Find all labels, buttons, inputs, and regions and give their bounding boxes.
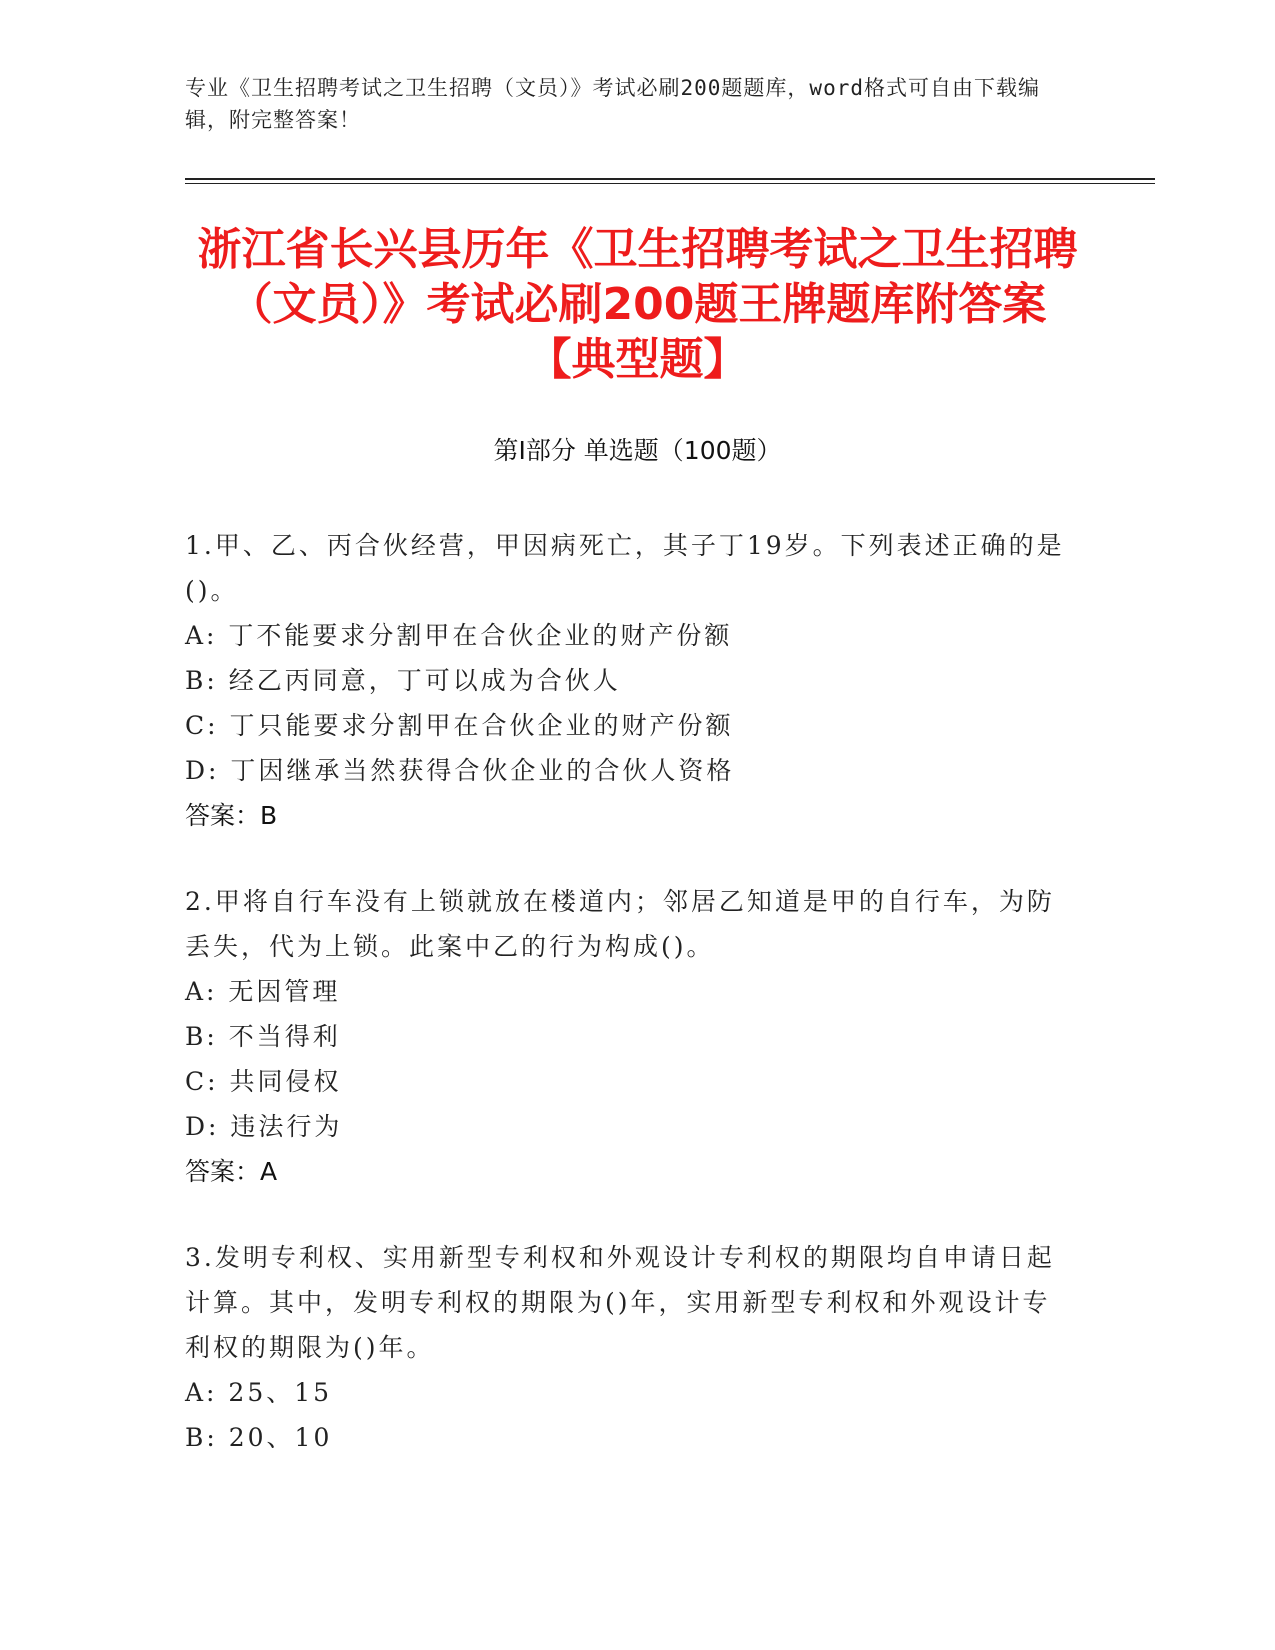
header-divider-thin bbox=[185, 183, 1155, 184]
question-list bbox=[185, 523, 1065, 1501]
answer: 答案：B bbox=[185, 801, 278, 830]
option-c: C: 共同侵权 bbox=[185, 1067, 342, 1096]
question-1 bbox=[185, 523, 1065, 838]
option-a: A: 无因管理 bbox=[185, 977, 341, 1006]
section-heading: 第Ⅰ部分 单选题（100题） bbox=[493, 436, 782, 465]
option-c: C: 丁只能要求分割甲在合伙企业的财产份额 bbox=[185, 711, 734, 740]
question-2 bbox=[185, 879, 1065, 1194]
option-d: D: 违法行为 bbox=[185, 1112, 343, 1141]
header-divider-thick bbox=[185, 178, 1155, 180]
document-title: 浙江省长兴县历年《卫生招聘考试之卫生招聘（文员）》考试必刷200题王牌题库附答案【典型题】 bbox=[197, 224, 1078, 385]
option-a: A: 25、15 bbox=[185, 1378, 333, 1407]
answer: 答案：A bbox=[185, 1157, 278, 1186]
question-3 bbox=[185, 1235, 1065, 1460]
question-stem: 1.甲、乙、丙合伙经营，甲因病死亡，其子丁19岁。下列表述正确的是()。 bbox=[185, 531, 1065, 605]
option-a: A: 丁不能要求分割甲在合伙企业的财产份额 bbox=[185, 621, 733, 650]
option-b: B: 不当得利 bbox=[185, 1022, 341, 1051]
header-note: 专业《卫生招聘考试之卫生招聘（文员）》考试必刷200题题库，word格式可自由下载编辑，附完整答案！ bbox=[185, 76, 1040, 132]
option-b: B: 20、10 bbox=[185, 1423, 333, 1452]
question-stem: 2.甲将自行车没有上锁就放在楼道内；邻居乙知道是甲的自行车，为防丢失，代为上锁。此案中乙的行为构成()。 bbox=[185, 887, 1055, 961]
question-stem: 3.发明专利权、实用新型专利权和外观设计专利权的期限均自申请日起计算。其中，发明专利权的期限为()年，实用新型专利权和外观设计专利权的期限为()年。 bbox=[185, 1243, 1055, 1362]
option-d: D: 丁因继承当然获得合伙企业的合伙人资格 bbox=[185, 756, 735, 785]
option-b: B: 经乙丙同意，丁可以成为合伙人 bbox=[185, 666, 621, 695]
